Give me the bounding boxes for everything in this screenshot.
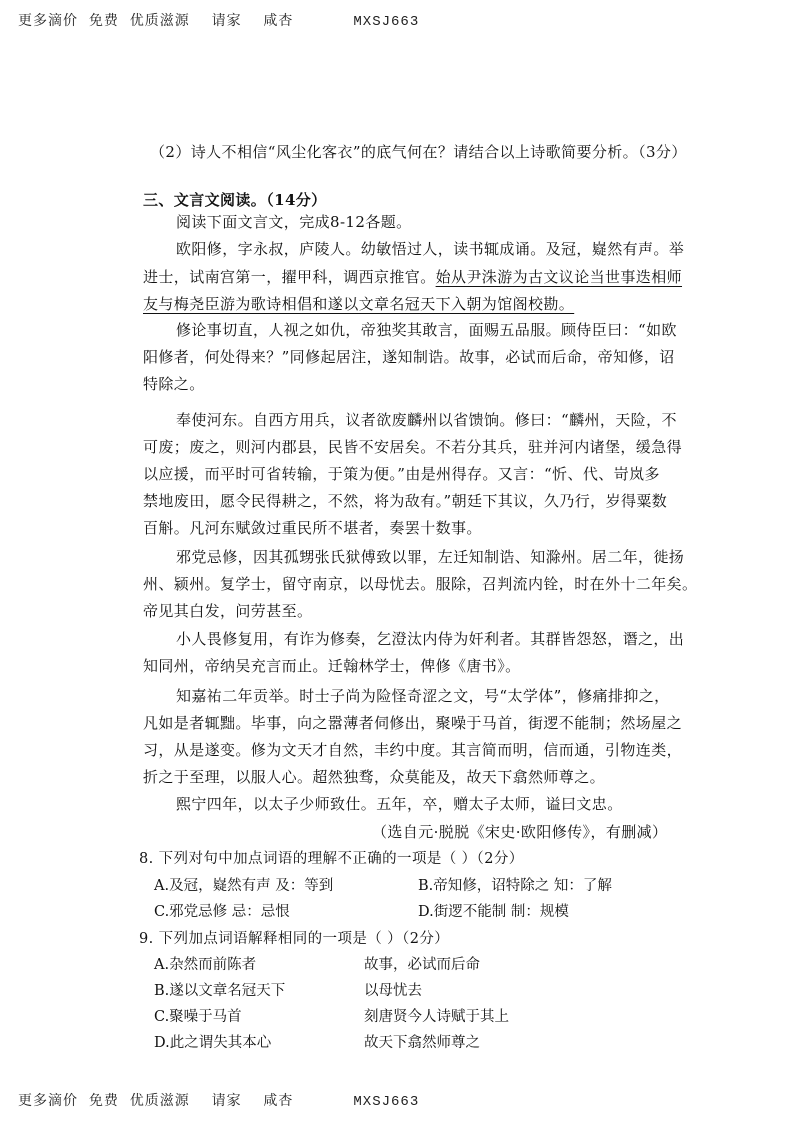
passage-line: 可废；废之，则河内郡县，民皆不安居矣。不若分其兵，驻并河内诸堡，缓急得 bbox=[143, 438, 683, 456]
watermark-code: MXSJ663 bbox=[353, 14, 420, 30]
watermark-top bbox=[18, 10, 419, 30]
passage-line: 帝见其白发，问劳甚至。 bbox=[143, 602, 313, 620]
underlined-sentence: 始从尹洙游为古文议论当世事迭相师 bbox=[435, 268, 683, 286]
q9-option: 刻唐贤今人诗赋于其上 bbox=[364, 1009, 509, 1025]
q9-option: 故天下翕然师尊之 bbox=[364, 1035, 480, 1051]
passage-line: 以应援，而平时可省转输，于策为便。”由是州得存。又言：“忻、代、岢岚多 bbox=[143, 465, 660, 483]
passage-line: 百斛。凡河东赋敛过重民所不堪者，奏罢十数事。 bbox=[143, 519, 482, 537]
q9-option: B.遂以文章名冠天下 bbox=[154, 983, 286, 999]
passage-line: 习，从是遂变。修为文天才自然，丰约中度。其言简而明，信而通，引物连类， bbox=[143, 741, 683, 759]
passage-line: 特除之。 bbox=[143, 375, 205, 393]
watermark-code: MXSJ663 bbox=[353, 1094, 420, 1110]
q9-option: A.杂然而前陈者 bbox=[154, 957, 257, 973]
q9-option: 故事，必试而后命 bbox=[364, 957, 480, 973]
passage-line: 邪党忌修，因其孤甥张氏狱傅致以罪，左迁知制诰、知滁州。居二年，徙扬 bbox=[176, 548, 685, 566]
passage-line: 欧阳修，字永叔，庐陵人。幼敏悟过人，读书辄成诵。及冠，嶷然有声。举 bbox=[176, 240, 685, 258]
passage-source: （选自元·脱脱《宋史·欧阳修传》，有删减） bbox=[372, 823, 668, 841]
passage-line: 折之于至理，以服人心。超然独骛，众莫能及，故天下翕然师尊之。 bbox=[143, 768, 606, 786]
passage-line: 知嘉祐二年贡举。时士子尚为险怪奇涩之文，号“太学体”，修痛排抑之， bbox=[176, 687, 670, 705]
passage-line: 凡如是者辄黜。毕事，向之嚣薄者伺修出，聚噪于马首，街逻不能制；然场屋之 bbox=[143, 714, 683, 732]
passage-line: 熙宁四年，以太子少师致仕。五年，卒，赠太子太师，谥曰文忠。 bbox=[176, 795, 623, 813]
passage-line: 知同州，帝纳吴充言而止。迁翰林学士，俾修《唐书》。 bbox=[143, 657, 521, 675]
passage-line: 州、颍州。复学士，留守南京，以母忧去。服除，召判流内铨，时在外十二年矣。 bbox=[143, 575, 698, 593]
question-9-stem: 9. 下列加点词语解释相同的一项是（ ）（2分） bbox=[139, 931, 450, 947]
passage-line: 禁地废田，愿令民得耕之，不然，将为敌有。”朝廷下其议，久乃行，岁得粟数 bbox=[143, 492, 668, 510]
q9-option: C.聚噪于马首 bbox=[154, 1009, 242, 1025]
question-8-stem: 8. 下列对句中加点词语的理解不正确的一项是（ ）（2分） bbox=[139, 851, 524, 867]
q8-option: D.街逻不能制 制：规模 bbox=[418, 904, 569, 920]
passage-line: 进士，试南宫第一，擢甲科，调西京推官。始从尹洙游为古文议论当世事迭相师 bbox=[143, 268, 683, 286]
q9-option: D.此之谓失其本心 bbox=[154, 1035, 272, 1051]
poem-question-2: （2）诗人不相信“风尘化客衣”的底气何在？请结合以上诗歌简要分析。（3分） bbox=[150, 143, 687, 161]
section-instruction: 阅读下面文言文，完成8-12各题。 bbox=[176, 213, 412, 231]
passage-line: 阳修者，何处得来？”同修起居注，遂知制诰。故事，必试而后命，帝知修，诏 bbox=[143, 348, 675, 366]
watermark-text: 更多滴价 免费 优质滋源 请家 咸杏 bbox=[18, 1093, 294, 1109]
q8-option: C.邪党忌修 忌：忌恨 bbox=[154, 904, 290, 920]
passage-line: 小人畏修复用，有诈为修奏，乞澄汰内侍为奸利者。其群皆怨怒，谮之，出 bbox=[176, 630, 685, 648]
section-heading: 三、文言文阅读。（14分） bbox=[143, 191, 327, 209]
passage-line: 修论事切直，人视之如仇，帝独奖其敢言，面赐五品服。顾侍臣曰：“如欧 bbox=[176, 321, 677, 339]
passage-line: 奉使河东。自西方用兵，议者欲废麟州以省馈饷。修曰：“麟州，天险，不 bbox=[176, 411, 677, 429]
underlined-sentence: 友与梅尧臣游为歌诗相倡和遂以文章名冠天下入朝为馆阁校勘。 bbox=[143, 295, 575, 313]
watermark-text: 更多滴价 免费 优质滋源 请家 咸杏 bbox=[18, 13, 294, 29]
q8-option: B.帝知修，诏特除之 知：了解 bbox=[418, 878, 612, 894]
q9-option: 以母忧去 bbox=[364, 983, 422, 999]
q8-option: A.及冠，嶷然有声 及：等到 bbox=[154, 878, 334, 894]
watermark-bottom bbox=[18, 1090, 419, 1110]
